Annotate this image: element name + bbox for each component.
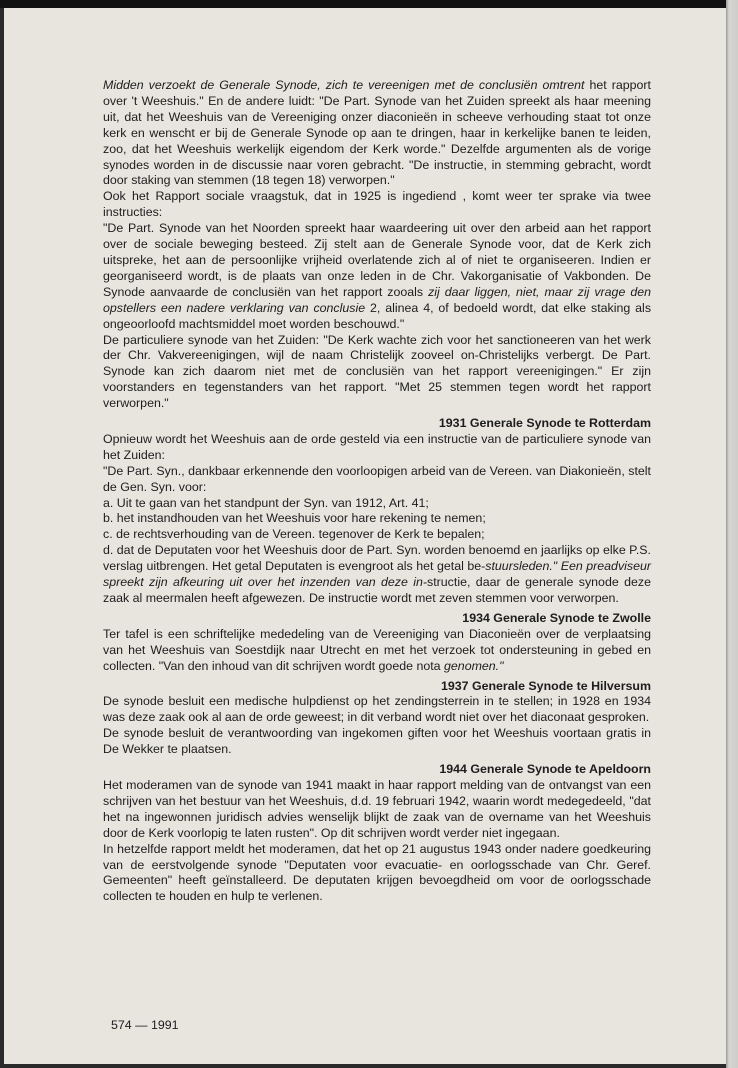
paragraph-text: Ter tafel is een schriftelijke mededeling van de Vereeniging van Diaconieën over de verplaatsing van het Weeshuis van Soestdijk naar Utrecht en met het verzoek tot ondersteuning in gebed en collecten. "Van den inhoud van dit schrijven wordt goede nota [103,626,651,673]
paragraph: Opnieuw wordt het Weeshuis aan de orde gesteld via een instructie van de particuliere synode van het Zuiden: [103,431,651,462]
scan-right-edge [726,0,738,1068]
paragraph: "De Part. Syn., dankbaar erkennende den voorloopigen arbeid van de Vereen. van Diakonieën, stelt de Gen. Syn. voor: [103,463,651,494]
paragraph-text: structie, daar de generale synode deze zaak al meermalen heeft afgewezen. De instructie wordt met zeven stemmen voor verworpen. [103,575,651,605]
paragraph-text: "De Part. Synode van het Noorden spreekt haar waardeering uit over den arbeid aan het rapport over de sociale beweging besteed. Zij stelt aan de Generale Synode voor, dat de Kerk zich uitspreke, het aan de persoonlijke vrijheid overlatende zich al of niet te organiseeren. Indien er georganiseerd wordt, is de plaats van onze leden in de Chr. Vakorganisatie of Vakbonden. De Synode aanvaarde de conclusiën van het rapport zooals [103,221,651,299]
paragraph [103,78,651,189]
emphasis-text: Midden verzoekt de Generale Synode, zich te vereenigen met de conclusiën omtrent [103,78,585,92]
paragraph: De particuliere synode van het Zuiden: "De Kerk wachte zich voor het sanctioneeren van het werk der Chr. Vakvereenigingen, wijl de naam Christelijk zooveel on-Christelijks verbergt. De Part. Synode kan zich daarom niet met de conclusiën van het rapport vereenigingen." Er zijn voorstanders en tegenstanders van het rapport. "Met 25 stemmen tegen wordt het rapport verworpen." [103,332,651,411]
page-body [103,78,651,905]
list-item-b: b. het instandhouden van het Weeshuis voor hare rekening te nemen; [103,511,486,526]
page-number: 574 — 1991 [111,1018,179,1032]
section-heading-1944: 1944 Generale Synode te Apeldoorn [439,762,651,777]
document-page [4,8,726,1064]
paragraph [103,221,651,332]
paragraph-text: 2, alinea 4, of bedoeld wordt, dat elke staking als ongeoorloofd machtsmiddel moet worden beschouwd." [103,300,652,331]
paragraph-text: d. dat de Deputaten voor het Weeshuis door de Part. Syn. worden benoemd en jaarlijks op elke P.S. verslag uitbrengen. Het getal Deputaten is evengroot als het getal be- [103,543,651,574]
paragraph: In hetzelfde rapport meldt het moderamen, dat het op 21 augustus 1943 onder nadere goedkeuring van de eerstvolgende synode "Deputaten voor evacuatie- en oorlogsschade van Chr. Geref. Gemeenten" heeft geïnstalleerd. De deputaten krijgen bevoegdheid om voor de oorlogsschade collecten te houden en hulp te verlenen. [103,841,651,904]
emphasis-text: genomen." [444,658,504,673]
paragraph: De synode besluit een medische hulpdienst op het zendingsterrein in te stellen; in 1928 en 1934 was deze zaak ook al aan de orde geweest; in dit verband wordt niet over het diaconaat gesproken. [103,694,651,725]
paragraph [103,627,651,675]
emphasis-text: zij daar liggen, niet, maar zij vrage den opstellers een nadere verklaring van conclusie [103,284,651,315]
section-heading-1934: 1934 Generale Synode te Zwolle [462,610,651,625]
list-item-a: a. Uit te gaan van het standpunt der Syn. van 1912, Art. 41; [103,495,429,510]
list-item-d [103,543,651,607]
scan-top-border [0,0,738,8]
section-heading-1937: 1937 Generale Synode te Hilversum [440,678,651,693]
paragraph: Ook het Rapport sociale vraagstuk, dat in 1925 is ingediend , komt weer ter sprake via twee instructies: [103,189,651,220]
list-item-c: c. de rechtsverhouding van de Vereen. tegenover de Kerk te bepalen; [103,527,485,542]
emphasis-text: stuursleden." Een preadviseur spreekt zijn afkeuring uit over het inzenden van deze in- [103,559,651,590]
paragraph: Het moderamen van de synode van 1941 maakt in haar rapport melding van de ontvangst van een schrijven van het bestuur van het Weeshuis, d.d. 19 februari 1942, waarin wordt medegedeeld, "dat het na ingewonnen juridisch advies wenselijk blijkt de zaak van de overname van het Weeshuis door de Kerk voorlopig te laten rusten". Op dit schrijven wordt verder niet ingegaan. [103,777,651,840]
paragraph: De synode besluit de verantwoording van ingekomen giften voor het Weeshuis voortaan gratis in De Wekker te plaatsen. [103,726,651,757]
section-heading-1931: 1931 Generale Synode te Rotterdam [438,416,651,431]
paragraph-text: het rapport over 't Weeshuis." En de andere luidt: "De Part. Synode van het Zuiden spreekt als haar meening uit, dat het Weeshuis van de Vereeniging onzer diaconieën in scheeve verhouding staat tot onze kerk en wenscht er bij de Generale Synode op aan te dringen, haar in kerkelijke banen te leiden, zoo, dat het Weeshuis werkelijk eigendom der Kerk worde." Dezelfde argumenten als de vorige synodes worden in de discussie naar voren gebracht. "De instructie, in stemming gebracht, wordt door staking van stemmen (18 tegen 18) verworpen." [103,78,651,188]
